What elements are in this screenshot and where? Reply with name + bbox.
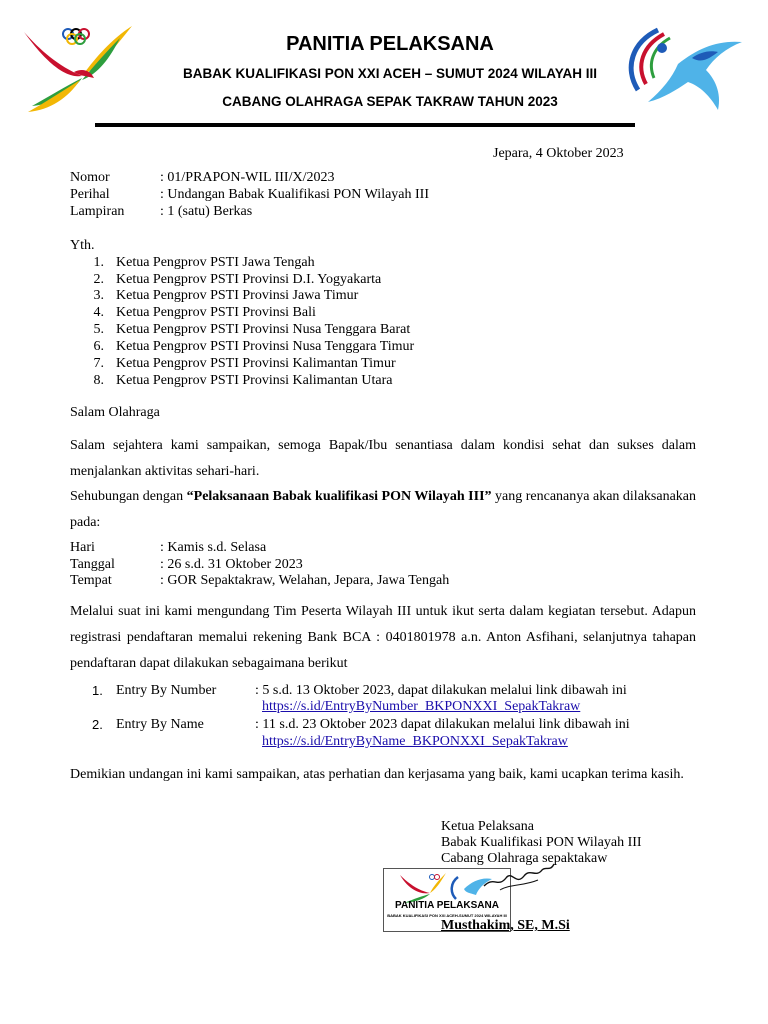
meta-label: Lampiran — [70, 204, 125, 219]
paragraph-registration: Melalui suat ini kami mengundang Tim Peserta Wilayah III untuk ikut serta dalam kegiatan tersebut. Adapun registrasi pendaftaran memalui rekening Bank BCA : 0401801978 a.n. Anton Asfihani, selanjutnya tahapan pendaftaran dapat dilakukan sebagaimana berikut — [70, 604, 696, 671]
event-label: Tempat — [70, 573, 112, 588]
event-value: : 26 s.d. 31 Oktober 2023 — [160, 557, 303, 572]
list-item: Ketua Pengprov PSTI Provinsi D.I. Yogyakarta — [116, 272, 382, 287]
list-item: Ketua Pengprov PSTI Provinsi Jawa Timur — [116, 288, 359, 303]
event-value: : GOR Sepaktakraw, Welahan, Jepara, Jawa Tengah — [160, 573, 450, 588]
entry-text: : 5 s.d. 13 Oktober 2023, dapat dilakukan melalui link dibawah ini — [255, 683, 627, 698]
stamp-title: PANITIA PELAKSANA — [395, 900, 499, 911]
greeting: Salam Olahraga — [70, 405, 160, 420]
signature-role: Ketua Pelaksana — [441, 819, 534, 834]
entry-text: : 11 s.d. 23 Oktober 2023 dapat dilakukan melalui link dibawah ini — [255, 717, 630, 732]
entry-number: 1. — [92, 683, 103, 698]
list-number: 5. — [93, 322, 104, 337]
list-item: Ketua Pengprov PSTI Jawa Tengah — [116, 255, 315, 270]
ball-icon — [657, 43, 667, 53]
signature-role: Cabang Olahraga sepaktakaw — [441, 851, 608, 866]
stamp-subtitle: BABAK KUALIFIKASI PON XXI ACEH-SUMUT 2024 WILAYAH III — [387, 913, 507, 918]
list-number: 6. — [93, 339, 104, 354]
entry-by-number-link[interactable]: https://s.id/EntryByNumber_BKPONXXI_SepakTakraw — [262, 699, 581, 714]
entry-label: Entry By Number — [116, 683, 217, 698]
meta-value: : 01/PRAPON-WIL III/X/2023 — [160, 170, 335, 185]
entry-by-name-link[interactable]: https://s.id/EntryByName_BKPONXXI_SepakTakraw — [262, 734, 568, 749]
entry-number: 2. — [92, 717, 103, 732]
paragraph-intro: Salam sejahtera kami sampaikan, semoga Bapak/Ibu senantiasa dalam kondisi sehat dan sukses dalam menjalankan aktivitas sehari-hari. — [70, 438, 696, 479]
closing-paragraph: Demikian undangan ini kami sampaikan, atas perhatian dan kerjasama yang baik, kami ucapkan terima kasih. — [70, 767, 684, 782]
header-rule — [95, 123, 635, 127]
list-item: Ketua Pengprov PSTI Provinsi Bali — [116, 305, 316, 320]
paragraph-event-pre: Sehubungan dengan — [70, 489, 187, 504]
list-number: 1. — [93, 255, 104, 270]
list-number: 4. — [93, 305, 104, 320]
list-item: Ketua Pengprov PSTI Provinsi Kalimantan Utara — [116, 373, 393, 388]
list-number: 8. — [93, 373, 104, 388]
letter-date: Jepara, 4 Oktober 2023 — [493, 146, 624, 161]
pon-logo-left — [20, 20, 140, 115]
meta-label: Perihal — [70, 187, 110, 202]
event-value: : Kamis s.d. Selasa — [160, 540, 267, 555]
recipients-intro: Yth. — [70, 238, 95, 253]
list-item: Ketua Pengprov PSTI Provinsi Nusa Tenggara Barat — [116, 322, 411, 337]
signer-name: Musthakim, SE, M.Si — [441, 918, 570, 933]
meta-value: : 1 (satu) Berkas — [160, 204, 253, 219]
meta-value: : Undangan Babak Kualifikasi PON Wilayah III — [160, 187, 430, 202]
handwritten-signature — [480, 856, 560, 896]
list-number: 2. — [93, 272, 104, 287]
list-item: Ketua Pengprov PSTI Provinsi Nusa Tenggara Timur — [116, 339, 415, 354]
list-number: 7. — [93, 356, 104, 371]
signature-role: Babak Kualifikasi PON Wilayah III — [441, 835, 642, 850]
entry-label: Entry By Name — [116, 717, 204, 732]
event-label: Hari — [70, 540, 95, 555]
meta-label: Nomor — [70, 170, 110, 185]
paragraph-event-post: yang rencananya akan dilaksanakan pada: — [70, 489, 696, 530]
event-name: “Pelaksanaan Babak kualifikasi PON Wilayah III” — [186, 489, 492, 504]
header-subtitle-2: CABANG OLAHRAGA SEPAK TAKRAW TAHUN 2023 — [222, 94, 558, 109]
header-title: PANITIA PELAKSANA — [286, 33, 494, 55]
list-item: Ketua Pengprov PSTI Provinsi Kalimantan Timur — [116, 356, 396, 371]
header-subtitle-1: BABAK KUALIFIKASI PON XXI ACEH – SUMUT 2024 WILAYAH III — [182, 66, 598, 81]
event-label: Tanggal — [70, 557, 115, 572]
list-number: 3. — [93, 288, 104, 303]
paragraph-event — [70, 484, 696, 536]
